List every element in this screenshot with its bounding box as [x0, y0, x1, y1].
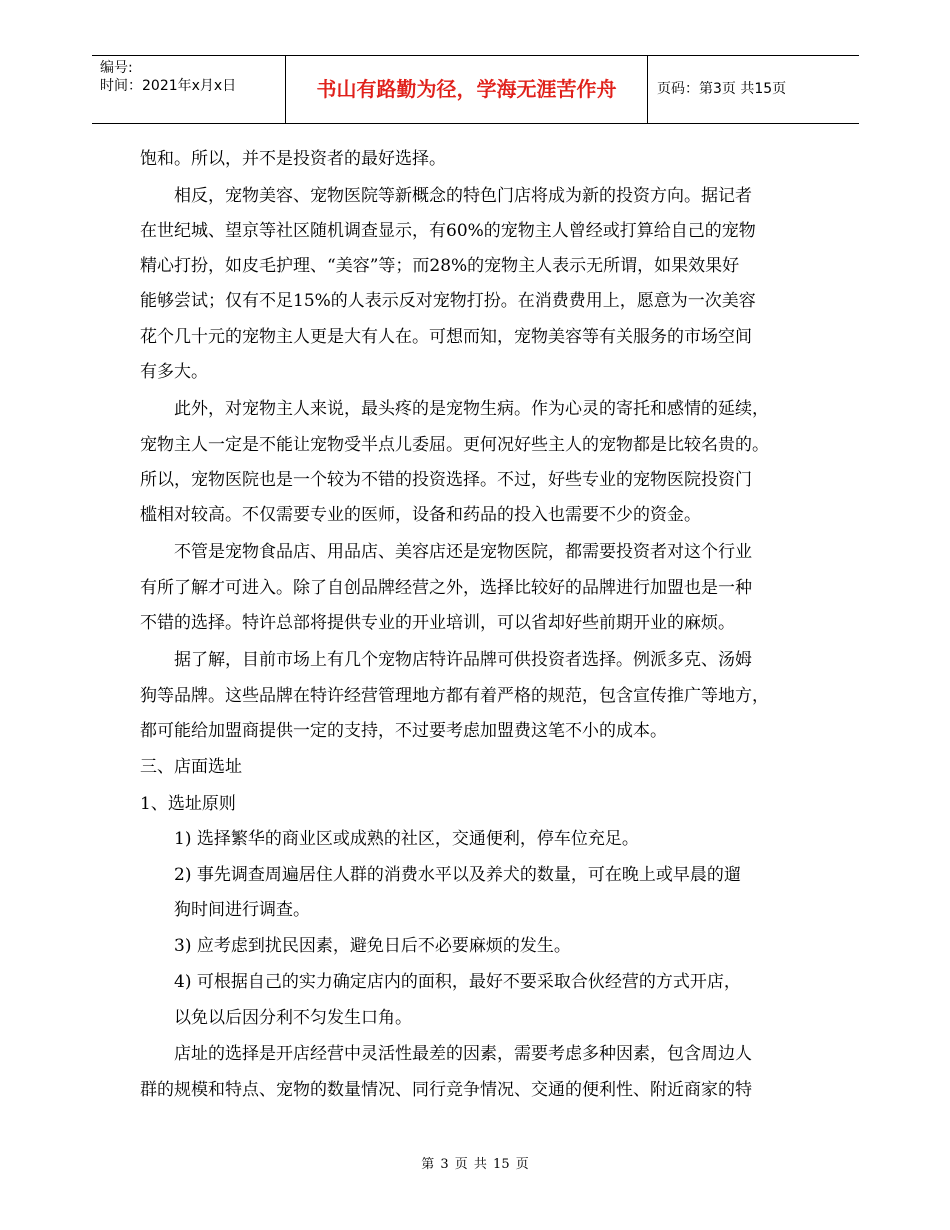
body-line: 能够尝试；仅有不足15%的人表示反对宠物打扮。在消费费用上，愿意为一次美容: [140, 291, 756, 311]
list-item: 3) 应考虑到扰民因素，避免日后不必要麻烦的发生。: [174, 936, 571, 956]
document-header: [92, 55, 859, 124]
body-line: 宠物主人一定是不能让宠物受半点儿委屈。更何况好些主人的宠物都是比较名贵的。: [140, 435, 769, 455]
document-number-label: 编号:: [100, 60, 133, 76]
body-line: 花个几十元的宠物主人更是大有人在。可想而知，宠物美容等有关服务的市场空间: [140, 327, 752, 347]
body-line: 狗等品牌。这些品牌在特许经营管理地方都有着严格的规范，包含宣传推广等地方，: [140, 686, 769, 706]
body-line: 精心打扮，如皮毛护理、“美容”等；而28%的宠物主人表示无所谓，如果效果好: [140, 256, 740, 276]
page-footer: 第 3 页 共 15 页: [421, 1157, 529, 1172]
list-item-continuation: 以免以后因分利不匀发生口角。: [174, 1008, 412, 1028]
body-line: 槛相对较高。不仅需要专业的医师，设备和药品的投入也需要不少的资金。: [140, 505, 701, 525]
body-line: 不错的选择。特许总部将提供专业的开业培训，可以省却好些前期开业的麻烦。: [140, 613, 735, 633]
document-time-label: 时间：2021年x月x日: [100, 78, 237, 94]
body-line: 相反，宠物美容、宠物医院等新概念的特色门店将成为新的投资方向。据记者: [174, 186, 752, 206]
body-line: 所以，宠物医院也是一个较为不错的投资选择。不过，好些专业的宠物医院投资门: [140, 470, 752, 490]
body-line: 店址的选择是开店经营中灵活性最差的因素，需要考虑多种因素，包含周边人: [174, 1044, 752, 1064]
body-line: 在世纪城、望京等社区随机调查显示，有60%的宠物主人曾经或打算给自己的宠物: [140, 221, 756, 241]
body-line: 群的规模和特点、宠物的数量情况、同行竞争情况、交通的便利性、附近商家的特: [140, 1080, 752, 1100]
list-item-continuation: 狗时间进行调查。: [174, 900, 310, 920]
body-line: 不管是宠物食品店、用品店、美容店还是宠物医院，都需要投资者对这个行业: [174, 542, 752, 562]
header-page-info: 页码：第3页 共15页: [657, 81, 787, 97]
header-page-cell: [648, 56, 859, 123]
body-line: 此外，对宠物主人来说，最头疼的是宠物生病。作为心灵的寄托和感情的延续，: [174, 399, 769, 419]
body-line: 都可能给加盟商提供一定的支持，不过要考虑加盟费这笔不小的成本。: [140, 721, 667, 741]
body-line: 有多大。: [140, 362, 208, 382]
body-line: 饱和。所以，并不是投资者的最好选择。: [140, 149, 446, 169]
list-item: 4) 可根据自己的实力确定店内的面积，最好不要采取合伙经营的方式开店，: [174, 972, 741, 992]
list-item: 2) 事先调查周遍居住人群的消费水平以及养犬的数量，可在晚上或早晨的遛: [174, 865, 741, 885]
header-motto-cell: [286, 56, 648, 123]
header-motto: 书山有路勤为径，学海无涯苦作舟: [316, 77, 617, 101]
body-line: 有所了解才可进入。除了自创品牌经营之外，选择比较好的品牌进行加盟也是一种: [140, 578, 752, 598]
body-line: 据了解，目前市场上有几个宠物店特许品牌可供投资者选择。例派多克、汤姆: [174, 650, 752, 670]
subsection-heading: 1、选址原则: [140, 794, 236, 814]
header-meta-cell: [92, 56, 286, 123]
list-item: 1) 选择繁华的商业区或成熟的社区，交通便利，停车位充足。: [174, 829, 639, 849]
section-heading: 三、店面选址: [140, 757, 242, 777]
